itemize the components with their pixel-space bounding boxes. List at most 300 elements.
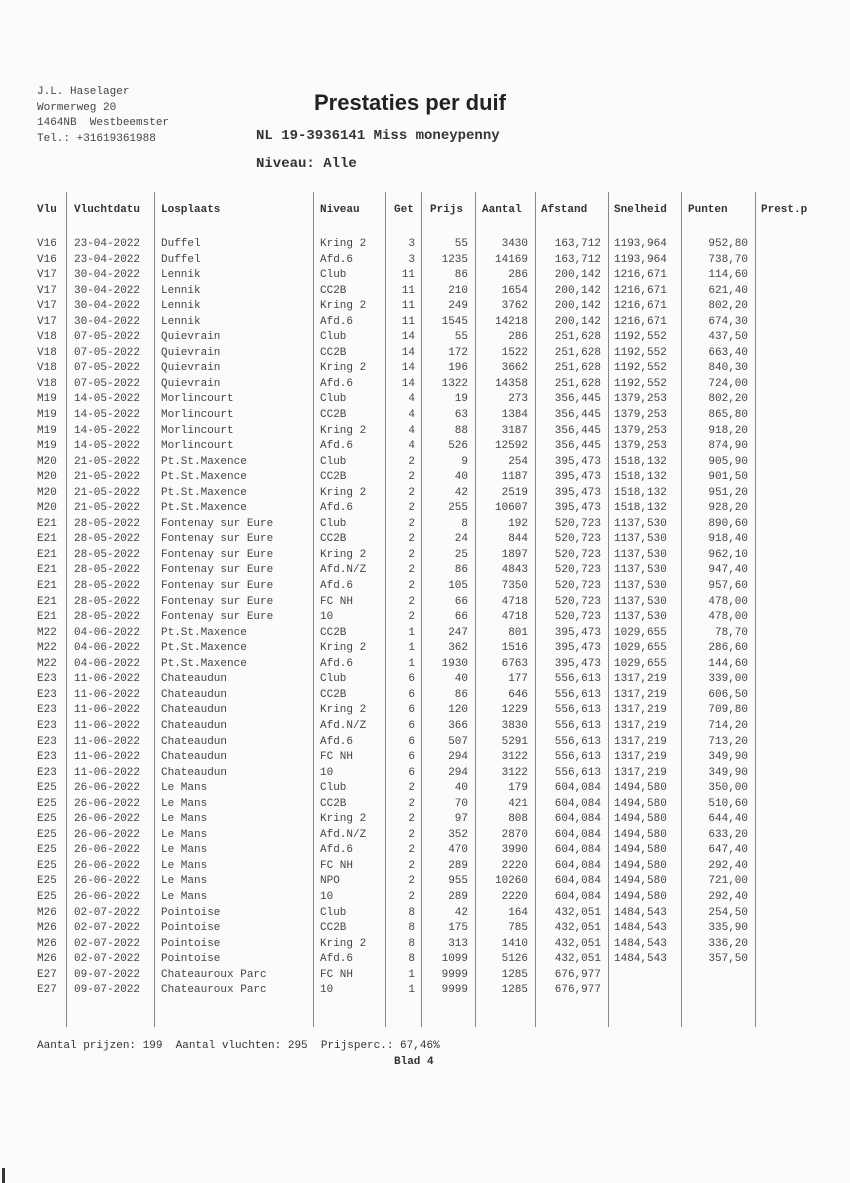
cell-prijs: 1930 [441,657,468,670]
cell-date: 28-05-2022 [74,580,141,593]
cell-snelheid: 1193,964 [614,253,667,266]
cell-date: 02-07-2022 [74,937,141,950]
cell-afstand: 520,723 [554,611,601,624]
cell-afstand: 395,473 [554,657,601,670]
cell-get: 8 [408,953,415,966]
cell-losplaats: Lennik [161,269,201,282]
cell-niveau: Afd.6 [320,440,354,453]
cell-afstand: 520,723 [554,533,601,546]
cell-aantal: 1285 [501,968,528,981]
cell-get: 6 [408,673,415,686]
cell-niveau: Kring 2 [320,362,367,375]
col-header-get: Get [394,204,414,216]
cell-aantal: 785 [508,922,528,935]
cell-niveau: Kring 2 [320,937,367,950]
cell-punten: 957,60 [708,580,748,593]
table-row [0,361,850,377]
cell-vlu: E23 [37,688,57,701]
table-row [0,284,850,300]
cell-get: 2 [408,859,415,872]
cell-afstand: 356,445 [554,393,601,406]
table-row [0,719,850,735]
cell-punten: 947,40 [708,564,748,577]
table-row [0,486,850,502]
table-row [0,626,850,642]
col-header-prijs: Prijs [430,204,464,216]
cell-prijs: 1235 [441,253,468,266]
cell-losplaats: Pt.St.Maxence [161,626,247,639]
cell-date: 14-05-2022 [74,424,141,437]
col-header-vlu: Vlu [37,204,57,216]
cell-get: 6 [408,688,415,701]
cell-losplaats: Fontenay sur Eure [161,595,274,608]
table-row [0,843,850,859]
cell-aantal: 4718 [501,595,528,608]
cell-losplaats: Fontenay sur Eure [161,564,274,577]
cell-aantal: 5291 [501,735,528,748]
cell-niveau: Club [320,331,347,344]
table-row [0,703,850,719]
cell-niveau: CC2B [320,533,347,546]
cell-prijs: 366 [448,719,468,732]
cell-date: 21-05-2022 [74,471,141,484]
cell-aantal: 286 [508,269,528,282]
cell-vlu: M19 [37,424,57,437]
cell-prijs: 196 [448,362,468,375]
cell-niveau: Afd.N/Z [320,828,367,841]
cell-date: 02-07-2022 [74,906,141,919]
cell-date: 11-06-2022 [74,719,141,732]
cell-punten: 738,70 [708,253,748,266]
cell-punten: 78,70 [714,626,748,639]
cell-afstand: 520,723 [554,580,601,593]
cell-get: 1 [408,626,415,639]
cell-get: 2 [408,797,415,810]
cell-vlu: E27 [37,968,57,981]
cell-losplaats: Lennik [161,284,201,297]
cell-aantal: 1285 [501,984,528,997]
cell-niveau: NPO [320,875,340,888]
scan-edge-mark [2,1168,5,1183]
cell-losplaats: Le Mans [161,859,208,872]
cell-aantal: 2220 [501,890,528,903]
cell-afstand: 251,628 [554,377,601,390]
cell-aantal: 14358 [494,377,528,390]
cell-punten: 621,40 [708,284,748,297]
cell-losplaats: Pointoise [161,953,221,966]
cell-vlu: E25 [37,890,57,903]
cell-date: 07-05-2022 [74,377,141,390]
cell-prijs: 70 [454,797,468,810]
page-number: Blad 4 [394,1056,434,1068]
col-header-losplaats: Losplaats [161,204,221,216]
cell-vlu: E23 [37,704,57,717]
cell-punten: 905,90 [708,455,748,468]
cell-prijs: 255 [448,502,468,515]
cell-afstand: 520,723 [554,548,601,561]
cell-aantal: 4843 [501,564,528,577]
cell-snelheid: 1137,530 [614,517,667,530]
cell-prijs: 470 [448,844,468,857]
table-row [0,408,850,424]
cell-vlu: M26 [37,906,57,919]
cell-prijs: 362 [448,642,468,655]
cell-get: 14 [401,362,415,375]
table-row [0,392,850,408]
cell-punten: 890,60 [708,517,748,530]
cell-vlu: M20 [37,502,57,515]
cell-losplaats: Lennik [161,315,201,328]
cell-get: 14 [401,331,415,344]
cell-losplaats: Le Mans [161,813,208,826]
cell-get: 2 [408,595,415,608]
cell-date: 09-07-2022 [74,968,141,981]
cell-afstand: 432,051 [554,937,601,950]
cell-prijs: 289 [448,890,468,903]
cell-afstand: 556,613 [554,766,601,779]
cell-prijs: 955 [448,875,468,888]
cell-prijs: 40 [454,782,468,795]
cell-date: 04-06-2022 [74,657,141,670]
cell-get: 11 [401,300,415,313]
cell-niveau: CC2B [320,922,347,935]
cell-prijs: 247 [448,626,468,639]
cell-get: 3 [408,253,415,266]
cell-punten: 928,20 [708,502,748,515]
cell-niveau: Kring 2 [320,704,367,717]
table-row [0,672,850,688]
cell-prijs: 19 [454,393,468,406]
cell-niveau: Kring 2 [320,642,367,655]
table-row [0,610,850,626]
cell-prijs: 25 [454,548,468,561]
cell-get: 2 [408,844,415,857]
cell-vlu: V18 [37,362,57,375]
table-row [0,424,850,440]
cell-afstand: 556,613 [554,688,601,701]
cell-afstand: 432,051 [554,953,601,966]
cell-get: 6 [408,735,415,748]
cell-aantal: 1654 [501,284,528,297]
cell-niveau: Kring 2 [320,548,367,561]
cell-niveau: Afd.6 [320,657,354,670]
cell-aantal: 1187 [501,471,528,484]
cell-date: 26-06-2022 [74,890,141,903]
cell-date: 02-07-2022 [74,922,141,935]
table-row [0,595,850,611]
cell-vlu: E21 [37,611,57,624]
cell-get: 2 [408,813,415,826]
cell-date: 30-04-2022 [74,269,141,282]
col-header-prestatie: Prest.p [761,204,808,216]
table-row [0,548,850,564]
table-row [0,688,850,704]
cell-aantal: 3430 [501,238,528,250]
cell-afstand: 395,473 [554,471,601,484]
pigeon-id: NL 19-3936141 Miss moneypenny [256,128,500,144]
cell-vlu: V17 [37,300,57,313]
table-row [0,781,850,797]
cell-snelheid: 1494,580 [614,890,667,903]
cell-losplaats: Le Mans [161,844,208,857]
cell-niveau: Afd.6 [320,953,354,966]
cell-prijs: 1322 [441,377,468,390]
cell-get: 4 [408,440,415,453]
cell-vlu: V17 [37,269,57,282]
cell-date: 11-06-2022 [74,704,141,717]
cell-vlu: E27 [37,984,57,997]
cell-losplaats: Chateauroux Parc [161,984,267,997]
cell-losplaats: Quievrain [161,377,221,390]
cell-aantal: 6763 [501,657,528,670]
cell-vlu: E25 [37,875,57,888]
cell-aantal: 1522 [501,346,528,359]
cell-get: 3 [408,238,415,250]
table-row [0,563,850,579]
cell-niveau: FC NH [320,859,354,872]
cell-niveau: Afd.6 [320,253,354,266]
cell-prijs: 249 [448,300,468,313]
cell-get: 1 [408,984,415,997]
cell-losplaats: Quievrain [161,362,221,375]
cell-vlu: M22 [37,626,57,639]
cell-prijs: 66 [454,595,468,608]
cell-get: 8 [408,937,415,950]
cell-date: 26-06-2022 [74,782,141,795]
cell-date: 28-05-2022 [74,548,141,561]
cell-aantal: 254 [508,455,528,468]
cell-vlu: E25 [37,859,57,872]
cell-punten: 349,90 [708,751,748,764]
cell-date: 09-07-2022 [74,984,141,997]
cell-get: 2 [408,548,415,561]
cell-punten: 336,20 [708,937,748,950]
cell-snelheid: 1317,219 [614,673,667,686]
cell-punten: 952,80 [708,238,748,250]
cell-losplaats: Le Mans [161,828,208,841]
cell-niveau: FC NH [320,751,354,764]
cell-niveau: Club [320,455,347,468]
cell-vlu: M19 [37,440,57,453]
cell-get: 2 [408,502,415,515]
cell-prijs: 86 [454,564,468,577]
cell-losplaats: Fontenay sur Eure [161,580,274,593]
cell-niveau: Afd.N/Z [320,564,367,577]
cell-afstand: 604,084 [554,890,601,903]
page-title: Prestaties per duif [314,90,506,115]
cell-punten: 437,50 [708,331,748,344]
cell-date: 07-05-2022 [74,346,141,359]
cell-snelheid: 1216,671 [614,300,667,313]
cell-afstand: 356,445 [554,409,601,422]
cell-prijs: 42 [454,486,468,499]
cell-date: 30-04-2022 [74,284,141,297]
cell-aantal: 1516 [501,642,528,655]
cell-snelheid: 1494,580 [614,797,667,810]
cell-afstand: 163,712 [554,253,601,266]
table-row [0,828,850,844]
cell-niveau: CC2B [320,626,347,639]
cell-punten: 644,40 [708,813,748,826]
cell-afstand: 556,613 [554,719,601,732]
cell-snelheid: 1379,253 [614,440,667,453]
cell-punten: 478,00 [708,611,748,624]
cell-get: 11 [401,315,415,328]
cell-aantal: 2220 [501,859,528,872]
cell-losplaats: Morlincourt [161,393,234,406]
col-header-niveau: Niveau [320,204,360,216]
cell-losplaats: Pt.St.Maxence [161,657,247,670]
cell-punten: 721,00 [708,875,748,888]
cell-aantal: 3830 [501,719,528,732]
cell-snelheid: 1137,530 [614,533,667,546]
cell-aantal: 7350 [501,580,528,593]
cell-snelheid: 1029,655 [614,642,667,655]
cell-snelheid: 1137,530 [614,548,667,561]
cell-date: 11-06-2022 [74,766,141,779]
cell-afstand: 251,628 [554,362,601,375]
summary-line: Aantal prijzen: 199 Aantal vluchten: 295 Prijsperc.: 67,46% [37,1040,440,1052]
cell-losplaats: Chateauroux Parc [161,968,267,981]
cell-date: 30-04-2022 [74,300,141,313]
cell-get: 11 [401,269,415,282]
cell-afstand: 556,613 [554,751,601,764]
cell-afstand: 604,084 [554,844,601,857]
cell-date: 23-04-2022 [74,253,141,266]
cell-niveau: Club [320,906,347,919]
cell-losplaats: Pointoise [161,906,221,919]
cell-punten: 714,20 [708,719,748,732]
cell-punten: 286,60 [708,642,748,655]
cell-losplaats: Chateaudun [161,688,228,701]
cell-get: 4 [408,393,415,406]
cell-punten: 478,00 [708,595,748,608]
cell-snelheid: 1216,671 [614,315,667,328]
cell-date: 11-06-2022 [74,673,141,686]
breeder-address [37,85,169,147]
cell-niveau: Kring 2 [320,424,367,437]
table-row [0,766,850,782]
table-row [0,937,850,953]
cell-get: 6 [408,751,415,764]
cell-punten: 709,80 [708,704,748,717]
cell-losplaats: Chateaudun [161,673,228,686]
cell-niveau: Kring 2 [320,813,367,826]
cell-snelheid: 1192,552 [614,346,667,359]
cell-vlu: M22 [37,657,57,670]
cell-aantal: 3187 [501,424,528,437]
cell-aantal: 1897 [501,548,528,561]
cell-afstand: 604,084 [554,782,601,795]
cell-vlu: E25 [37,813,57,826]
cell-niveau: FC NH [320,595,354,608]
breeder-phone: Tel.: +31619361988 [37,132,156,145]
cell-niveau: Afd.6 [320,502,354,515]
cell-aantal: 3662 [501,362,528,375]
cell-afstand: 395,473 [554,455,601,468]
cell-prijs: 105 [448,580,468,593]
cell-date: 26-06-2022 [74,844,141,857]
cell-prijs: 97 [454,813,468,826]
table-row [0,253,850,269]
col-header-vluchtdatum: Vluchtdatu [74,204,141,216]
table-row [0,890,850,906]
col-header-afstand: Afstand [541,204,588,216]
cell-get: 2 [408,782,415,795]
cell-afstand: 395,473 [554,486,601,499]
cell-afstand: 604,084 [554,797,601,810]
table-row [0,921,850,937]
cell-snelheid: 1317,219 [614,751,667,764]
cell-date: 30-04-2022 [74,315,141,328]
cell-snelheid: 1494,580 [614,859,667,872]
cell-niveau: Afd.6 [320,844,354,857]
cell-prijs: 294 [448,751,468,764]
cell-get: 14 [401,346,415,359]
cell-prijs: 86 [454,688,468,701]
cell-get: 2 [408,471,415,484]
col-header-aantal: Aantal [482,204,522,216]
cell-afstand: 432,051 [554,922,601,935]
cell-date: 07-05-2022 [74,331,141,344]
cell-losplaats: Le Mans [161,875,208,888]
cell-aantal: 14169 [494,253,528,266]
cell-vlu: E21 [37,595,57,608]
cell-snelheid: 1494,580 [614,828,667,841]
cell-afstand: 520,723 [554,595,601,608]
cell-vlu: M26 [37,953,57,966]
cell-aantal: 646 [508,688,528,701]
cell-prijs: 175 [448,922,468,935]
cell-vlu: E21 [37,548,57,561]
cell-punten: 633,20 [708,828,748,841]
table-row [0,377,850,393]
cell-prijs: 63 [454,409,468,422]
cell-vlu: E23 [37,751,57,764]
cell-losplaats: Morlincourt [161,424,234,437]
cell-prijs: 9999 [441,984,468,997]
cell-losplaats: Duffel [161,253,201,266]
cell-snelheid: 1192,552 [614,377,667,390]
cell-afstand: 200,142 [554,269,601,282]
cell-niveau: Kring 2 [320,486,367,499]
cell-date: 02-07-2022 [74,953,141,966]
cell-punten: 901,50 [708,471,748,484]
cell-get: 8 [408,906,415,919]
cell-aantal: 2519 [501,486,528,499]
table-row [0,501,850,517]
cell-losplaats: Pt.St.Maxence [161,486,247,499]
cell-aantal: 164 [508,906,528,919]
cell-punten: 606,50 [708,688,748,701]
cell-afstand: 251,628 [554,346,601,359]
cell-prijs: 86 [454,269,468,282]
cell-vlu: E21 [37,533,57,546]
cell-snelheid: 1494,580 [614,875,667,888]
cell-aantal: 801 [508,626,528,639]
cell-prijs: 313 [448,937,468,950]
cell-afstand: 520,723 [554,564,601,577]
cell-afstand: 556,613 [554,735,601,748]
cell-date: 14-05-2022 [74,440,141,453]
table-row [0,268,850,284]
cell-get: 1 [408,657,415,670]
cell-get: 1 [408,968,415,981]
table-row [0,315,850,331]
cell-punten: 874,90 [708,440,748,453]
cell-afstand: 604,084 [554,875,601,888]
cell-vlu: E23 [37,766,57,779]
